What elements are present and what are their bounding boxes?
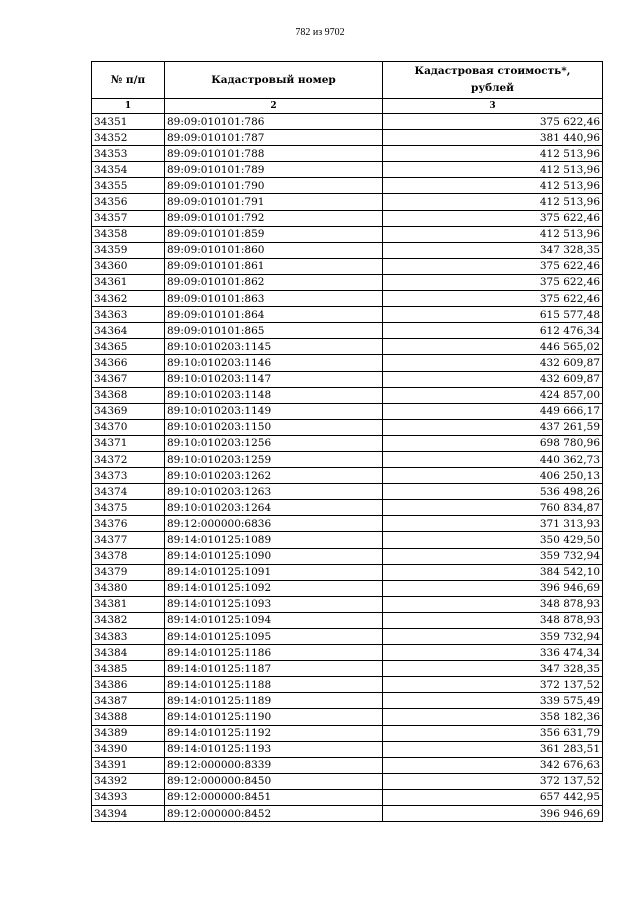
table-row — [92, 741, 603, 757]
row-number-cell: 34369 — [92, 403, 165, 419]
cadastral-number-cell: 89:10:010203:1148 — [165, 387, 383, 403]
cadastral-value-cell: 412 513,96 — [383, 146, 603, 162]
cadastral-value-cell: 342 676,63 — [383, 757, 603, 773]
cadastral-number-cell: 89:14:010125:1090 — [165, 548, 383, 564]
cadastral-value-cell: 657 442,95 — [383, 789, 603, 805]
row-number-cell: 34384 — [92, 645, 165, 661]
row-number-cell: 34373 — [92, 468, 165, 484]
cadastral-value-cell: 375 622,46 — [383, 258, 603, 274]
cadastral-number-cell: 89:14:010125:1089 — [165, 532, 383, 548]
row-number-cell: 34379 — [92, 564, 165, 580]
cadastral-value-cell: 440 362,73 — [383, 451, 603, 467]
table-row — [92, 226, 603, 242]
table-row — [92, 130, 603, 146]
cadastral-number-cell: 89:14:010125:1186 — [165, 645, 383, 661]
cadastral-number-cell: 89:09:010101:861 — [165, 258, 383, 274]
cadastral-number-cell: 89:14:010125:1189 — [165, 693, 383, 709]
cadastral-value-table — [91, 61, 603, 822]
cadastral-value-cell: 449 666,17 — [383, 403, 603, 419]
cadastral-number-cell: 89:14:010125:1187 — [165, 661, 383, 677]
row-number-cell: 34374 — [92, 484, 165, 500]
cadastral-number-cell: 89:12:000000:8451 — [165, 789, 383, 805]
row-number-cell: 34391 — [92, 757, 165, 773]
cadastral-number-cell: 89:14:010125:1193 — [165, 741, 383, 757]
row-number-cell: 34381 — [92, 596, 165, 612]
table-row — [92, 178, 603, 194]
cadastral-value-cell: 336 474,34 — [383, 645, 603, 661]
cadastral-number-cell: 89:10:010203:1147 — [165, 371, 383, 387]
table-row — [92, 258, 603, 274]
table-row — [92, 194, 603, 210]
cadastral-number-cell: 89:09:010101:859 — [165, 226, 383, 242]
cadastral-value-cell: 412 513,96 — [383, 226, 603, 242]
table-row — [92, 355, 603, 371]
table-row — [92, 693, 603, 709]
row-number-cell: 34364 — [92, 323, 165, 339]
table-row — [92, 435, 603, 451]
cadastral-number-cell: 89:09:010101:860 — [165, 242, 383, 258]
row-number-cell: 34386 — [92, 677, 165, 693]
cadastral-number-cell: 89:10:010203:1145 — [165, 339, 383, 355]
table-row — [92, 548, 603, 564]
cadastral-number-cell: 89:09:010101:790 — [165, 178, 383, 194]
cadastral-number-cell: 89:12:000000:8339 — [165, 757, 383, 773]
page-number: 782 из 9702 — [295, 27, 345, 38]
cadastral-number-cell: 89:10:010203:1256 — [165, 435, 383, 451]
table-row — [92, 629, 603, 645]
cadastral-number-cell: 89:14:010125:1188 — [165, 677, 383, 693]
table-row — [92, 291, 603, 307]
table-row — [92, 500, 603, 516]
table-row — [92, 162, 603, 178]
cadastral-number-cell: 89:10:010203:1150 — [165, 419, 383, 435]
cadastral-value-cell: 412 513,96 — [383, 194, 603, 210]
cadastral-number-cell: 89:09:010101:865 — [165, 323, 383, 339]
header-cadastral-value: Кадастровая стоимость*, рублей — [383, 62, 603, 99]
table-row — [92, 773, 603, 789]
header-cadastral-number: Кадастровый номер — [165, 62, 383, 99]
row-number-cell: 34358 — [92, 226, 165, 242]
cadastral-value-cell: 348 878,93 — [383, 596, 603, 612]
cadastral-value-cell: 348 878,93 — [383, 612, 603, 628]
row-number-cell: 34356 — [92, 194, 165, 210]
cadastral-value-cell: 412 513,96 — [383, 162, 603, 178]
row-number-cell: 34371 — [92, 435, 165, 451]
row-number-cell: 34361 — [92, 274, 165, 290]
table-row — [92, 596, 603, 612]
row-number-cell: 34385 — [92, 661, 165, 677]
cadastral-value-cell: 375 622,46 — [383, 291, 603, 307]
row-number-cell: 34368 — [92, 387, 165, 403]
table-row — [92, 789, 603, 805]
table-row — [92, 451, 603, 467]
table-row — [92, 661, 603, 677]
cadastral-number-cell: 89:10:010203:1262 — [165, 468, 383, 484]
cadastral-value-cell: 350 429,50 — [383, 532, 603, 548]
cadastral-number-cell: 89:10:010203:1149 — [165, 403, 383, 419]
row-number-cell: 34367 — [92, 371, 165, 387]
cadastral-number-cell: 89:14:010125:1095 — [165, 629, 383, 645]
row-number-cell: 34354 — [92, 162, 165, 178]
table-row — [92, 242, 603, 258]
table-row — [92, 339, 603, 355]
cadastral-number-cell: 89:14:010125:1192 — [165, 725, 383, 741]
column-number-row — [92, 99, 603, 114]
row-number-cell: 34365 — [92, 339, 165, 355]
cadastral-number-cell: 89:12:000000:8450 — [165, 773, 383, 789]
cadastral-number-cell: 89:09:010101:792 — [165, 210, 383, 226]
table-row — [92, 307, 603, 323]
cadastral-number-cell: 89:12:000000:8452 — [165, 806, 383, 822]
cadastral-value-cell: 412 513,96 — [383, 178, 603, 194]
row-number-cell: 34389 — [92, 725, 165, 741]
cadastral-number-cell: 89:14:010125:1091 — [165, 564, 383, 580]
cadastral-number-cell: 89:09:010101:862 — [165, 274, 383, 290]
cadastral-number-cell: 89:09:010101:786 — [165, 114, 383, 130]
cadastral-value-cell: 359 732,94 — [383, 548, 603, 564]
cadastral-value-cell: 424 857,00 — [383, 387, 603, 403]
cadastral-value-cell: 375 622,46 — [383, 114, 603, 130]
cadastral-value-cell: 432 609,87 — [383, 355, 603, 371]
table-row — [92, 419, 603, 435]
row-number-cell: 34352 — [92, 130, 165, 146]
cadastral-number-cell: 89:14:010125:1093 — [165, 596, 383, 612]
cadastral-number-cell: 89:14:010125:1190 — [165, 709, 383, 725]
cadastral-value-cell: 347 328,35 — [383, 242, 603, 258]
row-number-cell: 34387 — [92, 693, 165, 709]
row-number-cell: 34394 — [92, 806, 165, 822]
cadastral-value-cell: 372 137,52 — [383, 773, 603, 789]
row-number-cell: 34360 — [92, 258, 165, 274]
cadastral-value-cell: 371 313,93 — [383, 516, 603, 532]
row-number-cell: 34388 — [92, 709, 165, 725]
row-number-cell: 34380 — [92, 580, 165, 596]
cadastral-value-cell: 384 542,10 — [383, 564, 603, 580]
table-body — [92, 114, 603, 822]
cadastral-value-cell: 437 261,59 — [383, 419, 603, 435]
row-number-cell: 34359 — [92, 242, 165, 258]
cadastral-value-cell: 432 609,87 — [383, 371, 603, 387]
cadastral-number-cell: 89:14:010125:1092 — [165, 580, 383, 596]
row-number-cell: 34376 — [92, 516, 165, 532]
row-number-cell: 34377 — [92, 532, 165, 548]
cadastral-value-cell: 381 440,96 — [383, 130, 603, 146]
cadastral-value-cell: 698 780,96 — [383, 435, 603, 451]
table-row — [92, 484, 603, 500]
table-row — [92, 806, 603, 822]
column-number-2: 2 — [165, 99, 383, 114]
cadastral-number-cell: 89:09:010101:789 — [165, 162, 383, 178]
row-number-cell: 34393 — [92, 789, 165, 805]
row-number-cell: 34390 — [92, 741, 165, 757]
cadastral-value-cell: 361 283,51 — [383, 741, 603, 757]
cadastral-number-cell: 89:09:010101:788 — [165, 146, 383, 162]
table-row — [92, 725, 603, 741]
row-number-cell: 34355 — [92, 178, 165, 194]
table-row — [92, 532, 603, 548]
row-number-cell: 34351 — [92, 114, 165, 130]
cadastral-number-cell: 89:09:010101:863 — [165, 291, 383, 307]
table-row — [92, 645, 603, 661]
cadastral-value-cell: 612 476,34 — [383, 323, 603, 339]
table-row — [92, 757, 603, 773]
cadastral-number-cell: 89:10:010203:1146 — [165, 355, 383, 371]
cadastral-value-cell: 760 834,87 — [383, 500, 603, 516]
row-number-cell: 34375 — [92, 500, 165, 516]
cadastral-value-cell: 372 137,52 — [383, 677, 603, 693]
table-row — [92, 210, 603, 226]
cadastral-value-cell: 536 498,26 — [383, 484, 603, 500]
header-row-number: № п/п — [92, 62, 165, 99]
table-row — [92, 580, 603, 596]
cadastral-value-cell: 396 946,69 — [383, 806, 603, 822]
table-row — [92, 387, 603, 403]
table-row — [92, 677, 603, 693]
table-row — [92, 564, 603, 580]
row-number-cell: 34353 — [92, 146, 165, 162]
cadastral-value-cell: 396 946,69 — [383, 580, 603, 596]
cadastral-number-cell: 89:12:000000:6836 — [165, 516, 383, 532]
cadastral-value-cell: 615 577,48 — [383, 307, 603, 323]
table-row — [92, 371, 603, 387]
row-number-cell: 34372 — [92, 451, 165, 467]
table-header-row — [92, 62, 603, 99]
cadastral-number-cell: 89:10:010203:1264 — [165, 500, 383, 516]
table-row — [92, 468, 603, 484]
row-number-cell: 34392 — [92, 773, 165, 789]
cadastral-value-cell: 375 622,46 — [383, 274, 603, 290]
cadastral-value-cell: 406 250,13 — [383, 468, 603, 484]
cadastral-value-cell: 347 328,35 — [383, 661, 603, 677]
cadastral-value-cell: 359 732,94 — [383, 629, 603, 645]
row-number-cell: 34362 — [92, 291, 165, 307]
row-number-cell: 34383 — [92, 629, 165, 645]
cadastral-number-cell: 89:10:010203:1263 — [165, 484, 383, 500]
table-row — [92, 516, 603, 532]
row-number-cell: 34366 — [92, 355, 165, 371]
cadastral-value-cell: 375 622,46 — [383, 210, 603, 226]
table-row — [92, 403, 603, 419]
cadastral-number-cell: 89:10:010203:1259 — [165, 451, 383, 467]
row-number-cell: 34363 — [92, 307, 165, 323]
table-row — [92, 274, 603, 290]
row-number-cell: 34378 — [92, 548, 165, 564]
cadastral-value-cell: 356 631,79 — [383, 725, 603, 741]
row-number-cell: 34357 — [92, 210, 165, 226]
column-number-3: 3 — [383, 99, 603, 114]
table-row — [92, 709, 603, 725]
table-row — [92, 146, 603, 162]
cadastral-number-cell: 89:09:010101:787 — [165, 130, 383, 146]
table-row — [92, 114, 603, 130]
cadastral-value-cell: 339 575,49 — [383, 693, 603, 709]
cadastral-number-cell: 89:09:010101:864 — [165, 307, 383, 323]
column-number-1: 1 — [92, 99, 165, 114]
cadastral-number-cell: 89:14:010125:1094 — [165, 612, 383, 628]
cadastral-value-cell: 358 182,36 — [383, 709, 603, 725]
row-number-cell: 34370 — [92, 419, 165, 435]
row-number-cell: 34382 — [92, 612, 165, 628]
cadastral-number-cell: 89:09:010101:791 — [165, 194, 383, 210]
table-row — [92, 323, 603, 339]
cadastral-value-cell: 446 565,02 — [383, 339, 603, 355]
table-row — [92, 612, 603, 628]
